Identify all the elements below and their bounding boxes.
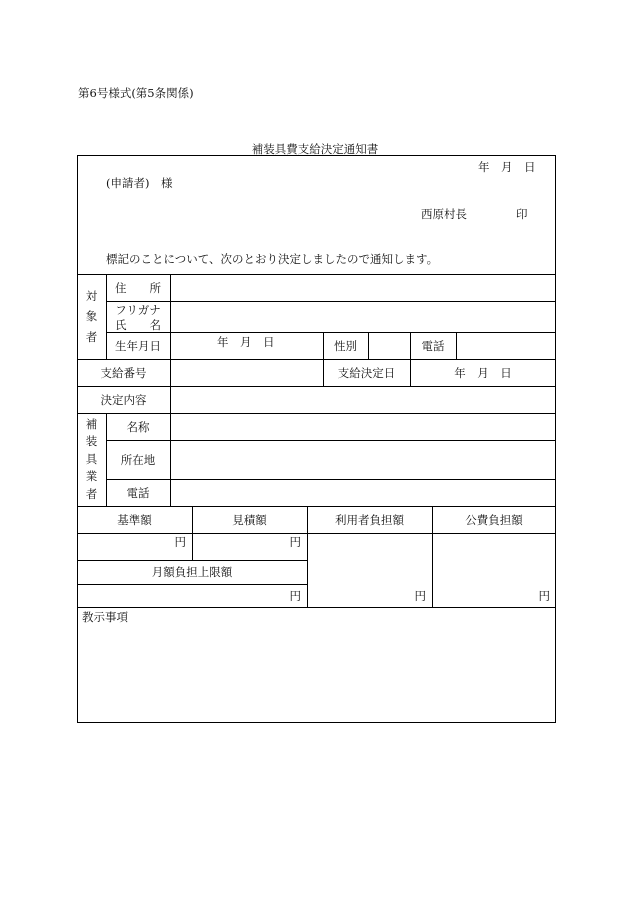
name-label: 氏 名 xyxy=(115,318,161,332)
furigana-label: フリガナ xyxy=(115,303,161,317)
birthdate-label: 生年月日 xyxy=(115,338,161,353)
document-title: 補装具費支給決定通知書 xyxy=(251,142,379,156)
rule xyxy=(106,479,556,480)
public-burden-header: 公費負担額 xyxy=(465,512,523,527)
decision-content-label: 決定内容 xyxy=(100,392,147,407)
monthly-cap-yen: 円 xyxy=(289,589,301,603)
rule xyxy=(106,301,556,302)
estimate-amount-header: 見積額 xyxy=(232,512,267,527)
rule xyxy=(77,584,307,585)
date-field: 年 月 日 xyxy=(478,160,536,174)
payment-number-label: 支給番号 xyxy=(100,365,147,380)
subject-group-label: 対 象 者 xyxy=(85,288,98,344)
decision-date-label: 支給決定日 xyxy=(337,365,396,380)
seal-label: 印 xyxy=(516,207,528,221)
standard-amount-yen: 円 xyxy=(174,535,186,549)
vendor-name-label: 名称 xyxy=(126,419,150,434)
address-label: 住 所 xyxy=(115,280,161,295)
applicant-label: (申請者) 様 xyxy=(106,176,173,190)
standard-amount-header: 基準額 xyxy=(117,512,152,527)
rule xyxy=(77,607,556,608)
vendor-location-label: 所在地 xyxy=(120,452,156,467)
birthdate-value: 年 月 日 xyxy=(217,335,275,349)
user-burden-header: 利用者負担額 xyxy=(335,512,404,527)
vendor-group-label: 補 装 具 業 者 xyxy=(85,416,98,501)
decision-date-value: 年 月 日 xyxy=(454,365,512,380)
monthly-cap-label: 月額負担上限額 xyxy=(151,565,233,579)
rule xyxy=(368,332,369,359)
rule xyxy=(456,332,457,359)
public-burden-yen: 円 xyxy=(538,589,550,603)
form-number: 第6号様式(第5条関係) xyxy=(78,86,194,100)
rule xyxy=(170,274,171,506)
notice-text: 標記のことについて、次のとおり決定しましたので通知します。 xyxy=(106,252,439,266)
rule xyxy=(106,440,556,441)
instructions-label: 教示事項 xyxy=(82,610,128,624)
phone-label: 電話 xyxy=(421,338,445,353)
sex-label: 性別 xyxy=(334,338,357,353)
user-burden-yen: 円 xyxy=(414,589,426,603)
vendor-phone-label: 電話 xyxy=(126,485,150,500)
issuer-label: 西原村長 xyxy=(421,207,467,221)
estimate-amount-yen: 円 xyxy=(289,535,301,549)
